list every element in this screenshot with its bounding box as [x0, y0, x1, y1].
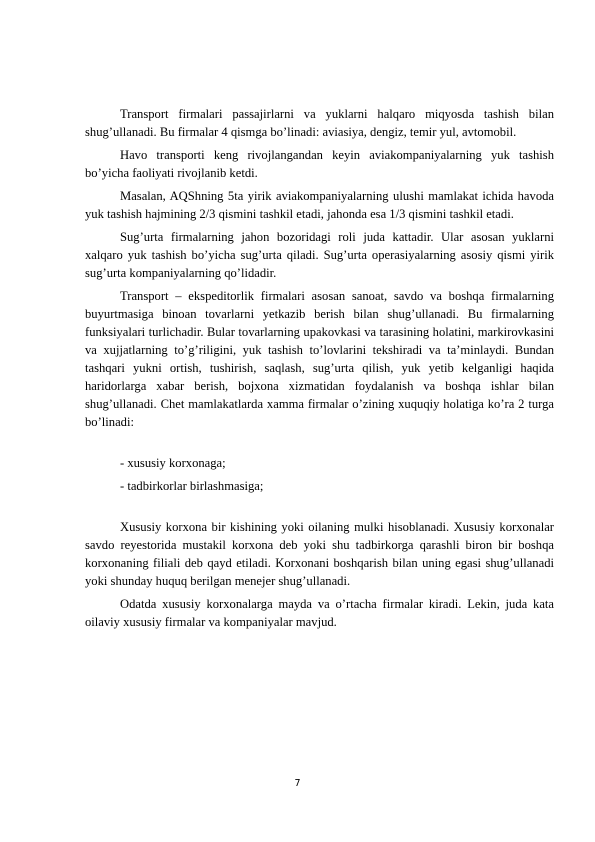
page-number: 7	[294, 778, 301, 789]
paragraph-forwarding-firms: Transport – ekspeditorlik firmalari asosan sanoat, savdo va boshqa firmalarning buyurtmasiga binoan tovarlarni yetkazib berish bilan shug’ullanadi. Bu firmalarning funksiyalari turlichadir. Bular tovarlarning upakovkasi va tarasining holatini, markirovkasini va xujjatlarning to’g’riligini, yuk tashish to’lovlarini tekshiradi va ta’minlaydi. Bundan tashqari yukni ortish, tushirish, saqlash, sug’urta qilish, yuk yetib kelganligi haqida haridorlarga xabar berish, bojxona xizmatidan foydalanish va boshqa ishlar bilan shug’ullanadi. Chet mamlakatlarda xamma firmalar o’zining xuquqiy holatiga ko’ra 2 turga bo’linadi:	[85, 289, 554, 429]
paragraph-insurance-firms: Sug’urta firmalarning jahon bozoridagi roli juda kattadir. Ular asosan yuklarni xalqaro yuk tashish bo’yicha sug’urta qiladi. Sug’urta operasiyalarning asosiy qismi yirik sug’urta kompaniyalarning qo’lidadir.	[85, 230, 554, 280]
paragraph-private-enterprise: Xususiy korxona bir kishining yoki oilaning mulki hisoblanadi. Xususiy korxonalar savdo reyestorida mustakil korxona deb yoki shu tadbirkorga qarashli biron bir boshqa korxonaning filiali deb qayd etiladi. Korxonani boshqarish bilan uning egasi shug’ullanadi yoki shunday huquq berilgan menejer shug’ullanadi.	[85, 520, 554, 588]
paragraph-air-transport: Havo transporti keng rivojlangandan keyin aviakompaniyalarning yuk tashish bo’yicha faoliyati rivojlanib ketdi.	[85, 148, 554, 180]
paragraph-usa-example: Masalan, AQShning 5ta yirik aviakompaniyalarning ulushi mamlakat ichida havoda yuk tashish hajmining 2/3 qismini tashkil etadi, jahonda esa 1/3 qismini tashkil etadi.	[85, 189, 554, 221]
paragraph-transport-firms: Transport firmalari passajirlarni va yuklarni halqaro miqyosda tashish bilan shug’ullanadi. Bu firmalar 4 qismga bo’linadi: aviasiya, dengiz, temir yul, avtomobil.	[85, 107, 554, 139]
list-item-private-enterprise: - xususiy korxonaga;	[120, 456, 226, 470]
list-item-entrepreneur-associations: - tadbirkorlar birlashmasiga;	[120, 479, 264, 493]
body-text	[85, 105, 554, 636]
paragraph-small-medium-firms: Odatda xususiy korxonalarga mayda va o’rtacha firmalar kiradi. Lekin, juda kata oilaviy xususiy firmalar va kompaniyalar mavjud.	[85, 597, 554, 629]
